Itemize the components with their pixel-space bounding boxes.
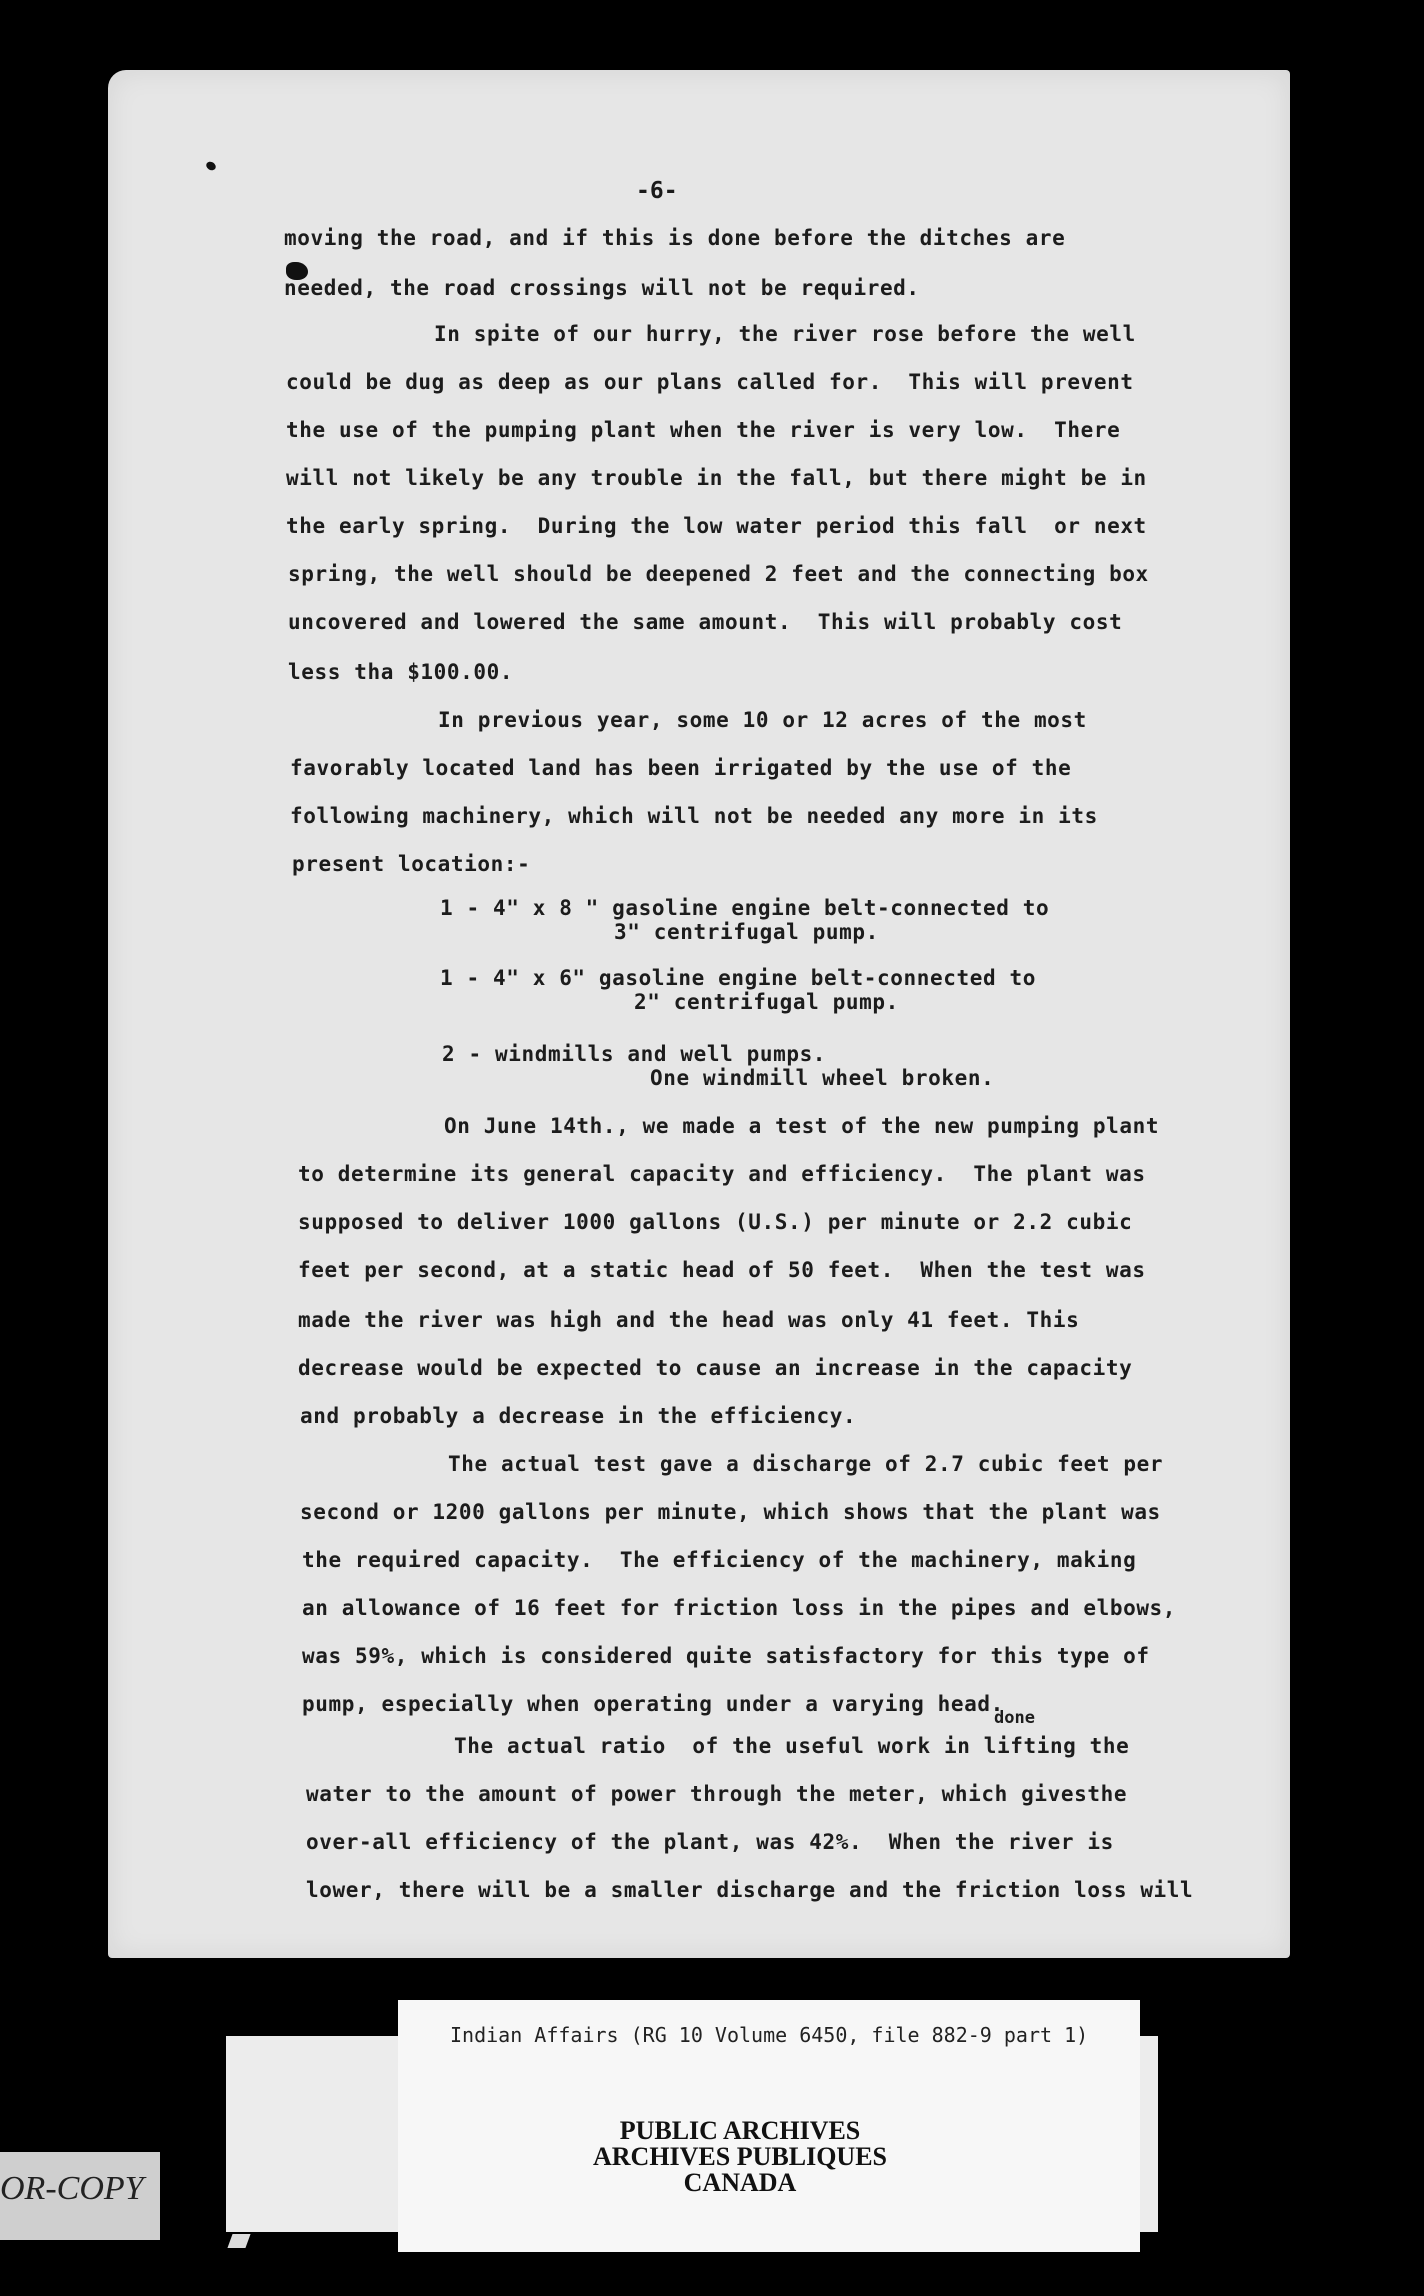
text-line: decrease would be expected to cause an increase in the capacity bbox=[298, 1356, 1133, 1380]
text-line: uncovered and lowered the same amount. This will probably cost bbox=[288, 610, 1123, 634]
text-line: lower, there will be a smaller discharge and the friction loss will bbox=[306, 1878, 1194, 1902]
list-item: One windmill wheel broken. bbox=[650, 1066, 995, 1090]
text-line: present location:- bbox=[292, 852, 531, 876]
text-line: The actual test gave a discharge of 2.7 cubic feet per bbox=[448, 1452, 1164, 1476]
text-line: In spite of our hurry, the river rose before the well bbox=[434, 322, 1136, 346]
text-line: the early spring. During the low water period this fall or next bbox=[286, 514, 1147, 538]
text-line: pump, especially when operating under a varying head. bbox=[302, 1692, 1004, 1716]
handwritten-insert: done bbox=[994, 1708, 1035, 1728]
text-line: over-all efficiency of the plant, was 42%. When the river is bbox=[306, 1830, 1114, 1854]
archives-line-english: PUBLIC ARCHIVES bbox=[619, 2116, 861, 2145]
text-line: was 59%, which is considered quite satisfactory for this type of bbox=[302, 1644, 1150, 1668]
text-line: spring, the well should be deepened 2 feet and the connecting box bbox=[288, 562, 1149, 586]
text-line: supposed to deliver 1000 gallons (U.S.) per minute or 2.2 cubic bbox=[298, 1210, 1133, 1234]
text-line: favorably located land has been irrigated by the use of the bbox=[290, 756, 1072, 780]
text-line: could be dug as deep as our plans called for. This will prevent bbox=[286, 370, 1134, 394]
text-line: the use of the pumping plant when the river is very low. There bbox=[286, 418, 1121, 442]
text-line: an allowance of 16 feet for friction loss in the pipes and elbows, bbox=[302, 1596, 1177, 1620]
text-line: made the river was high and the head was only 41 feet. This bbox=[298, 1308, 1080, 1332]
corner-mark bbox=[227, 2234, 250, 2248]
list-item: 2 - windmills and well pumps. bbox=[442, 1042, 827, 1066]
text-line: The actual ratio of the useful work in lifting the bbox=[454, 1734, 1130, 1758]
archives-line-country: CANADA bbox=[683, 2168, 797, 2197]
document-page bbox=[108, 70, 1290, 1958]
text-line: In previous year, some 10 or 12 acres of the most bbox=[438, 708, 1087, 732]
page-number: -6- bbox=[636, 178, 678, 204]
list-item: 2" centrifugal pump. bbox=[634, 990, 899, 1014]
text-line: On June 14th., we made a test of the new pumping plant bbox=[444, 1114, 1160, 1138]
list-item: 1 - 4" x 8 " gasoline engine belt-connected to bbox=[440, 896, 1050, 920]
list-item: 1 - 4" x 6" gasoline engine belt-connected to bbox=[440, 966, 1036, 990]
list-item: 3" centrifugal pump. bbox=[614, 920, 879, 944]
text-line: less tha $100.00. bbox=[288, 660, 514, 684]
copy-label: OR-COPY bbox=[0, 2170, 144, 2207]
text-line: and probably a decrease in the efficiency. bbox=[300, 1404, 857, 1428]
archives-line-french: ARCHIVES PUBLIQUES bbox=[592, 2142, 887, 2171]
text-line: water to the amount of power through the meter, which givesthe bbox=[306, 1782, 1128, 1806]
archive-reference: Indian Affairs (RG 10 Volume 6450, file 882-9 part 1) bbox=[450, 2023, 1089, 2047]
text-line: to determine its general capacity and efficiency. The plant was bbox=[298, 1162, 1146, 1186]
archives-label bbox=[540, 2118, 940, 2196]
text-line: the required capacity. The efficiency of the machinery, making bbox=[302, 1548, 1137, 1572]
text-line: following machinery, which will not be needed any more in its bbox=[290, 804, 1098, 828]
text-line: will not likely be any trouble in the fall, but there might be in bbox=[286, 466, 1147, 490]
text-line: feet per second, at a static head of 50 feet. When the test was bbox=[298, 1258, 1146, 1282]
text-line: moving the road, and if this is done before the ditches are bbox=[284, 226, 1066, 250]
text-line: second or 1200 gallons per minute, which shows that the plant was bbox=[300, 1500, 1161, 1524]
text-line: needed, the road crossings will not be required. bbox=[284, 276, 920, 300]
